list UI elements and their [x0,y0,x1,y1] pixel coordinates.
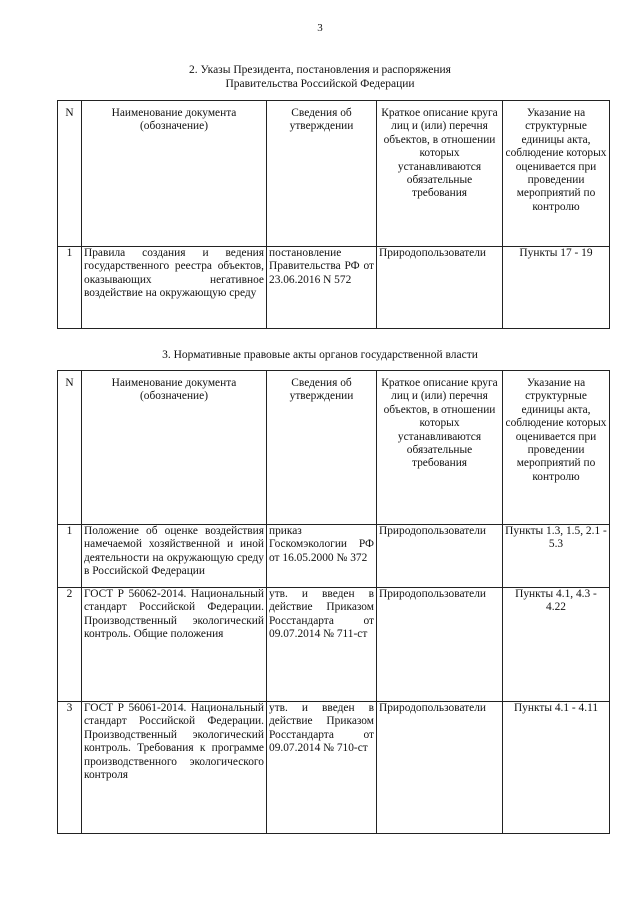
header-info: Сведения об утверждении [267,371,377,525]
section-2-title-line1: 2. Указы Президента, постановления и распоряжения [189,64,451,76]
row-approval: утв. и введен в действие Приказом Росстандарта от 09.07.2014 № 710-ст [267,702,377,834]
row-doc-name: Положение об оценке воздействия намечаемой хозяйственной и иной деятельности на окружающую среду в Российской Федерации [82,525,267,588]
table-row [58,525,610,588]
header-num: N [58,101,82,247]
row-num: 3 [58,702,82,834]
row-doc-name: ГОСТ Р 56062-2014. Национальный стандарт Российской Федерации. Производственный экологический контроль. Общие положения [82,588,267,702]
header-desc: Краткое описание круга лиц и (или) перечня объектов, в отношении которых устанавливаются обязательные требования [377,101,503,247]
header-num: N [58,371,82,525]
header-name: Наименование документа (обозначение) [82,101,267,247]
row-approval: постановление Правительства РФ от 23.06.2016 N 572 [267,247,377,329]
header-name: Наименование документа (обозначение) [82,371,267,525]
row-subjects: Природопользователи [377,247,503,329]
table-row [58,247,610,329]
row-subjects: Природопользователи [377,525,503,588]
table-header-row [58,101,610,247]
table-decrees [57,100,610,329]
table-row [58,702,610,834]
row-subjects: Природопользователи [377,588,503,702]
header-points: Указание на структурные единицы акта, соблюдение которых оценивается при проведении мероприятий по контролю [503,371,610,525]
row-approval: утв. и введен в действие Приказом Росстандарта от 09.07.2014 № 711-ст [267,588,377,702]
table-normative-acts [57,370,610,834]
header-points: Указание на структурные единицы акта, соблюдение которых оценивается при проведении мероприятий по контролю [503,101,610,247]
header-info: Сведения об утверждении [267,101,377,247]
row-subjects: Природопользователи [377,702,503,834]
row-doc-name: ГОСТ Р 56061-2014. Национальный стандарт Российской Федерации. Производственный экологический контроль. Требования к программе производственного экологического контроля [82,702,267,834]
row-points: Пункты 17 - 19 [503,247,610,329]
row-doc-name: Правила создания и ведения государственного реестра объектов, оказывающих негативное воздействие на окружающую среду [82,247,267,329]
section-2-title-line2: Правительства Российской Федерации [225,78,415,90]
page-number: 3 [317,22,323,34]
row-points: Пункты 1.3, 1.5, 2.1 - 5.3 [503,525,610,588]
row-points: Пункты 4.1, 4.3 - 4.22 [503,588,610,702]
section-3-title: 3. Нормативные правовые акты органов государственной власти [162,349,478,361]
row-points: Пункты 4.1 - 4.11 [503,702,610,834]
section-2-title [0,63,640,91]
row-num: 1 [58,247,82,329]
table-row [58,588,610,702]
row-num: 1 [58,525,82,588]
row-approval: приказ Госкомэкологии РФ от 16.05.2000 № 372 [267,525,377,588]
row-num: 2 [58,588,82,702]
header-desc: Краткое описание круга лиц и (или) перечня объектов, в отношении которых устанавливаются обязательные требования [377,371,503,525]
table-header-row [58,371,610,525]
